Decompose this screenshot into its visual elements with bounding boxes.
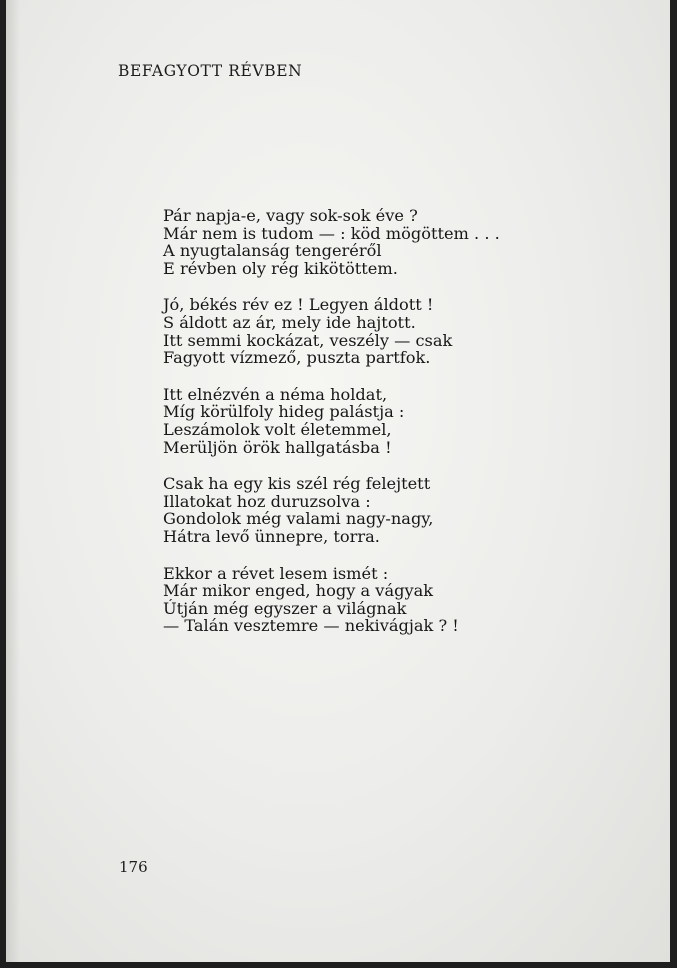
poem-line: Már nem is tudom — : köd mögöttem . . . xyxy=(163,223,500,243)
poem-line: Jó, békés rév ez ! Legyen áldott ! xyxy=(163,295,434,315)
poem-line: S áldott az ár, mely ide hajtott. xyxy=(163,312,416,332)
page-spine-shadow xyxy=(6,0,20,962)
poem-line: E révben oly rég kikötöttem. xyxy=(163,258,398,278)
poem-line: Illatokat hoz duruzsolva : xyxy=(163,491,371,511)
stanza-2 xyxy=(163,296,603,366)
poem-line: Leszámolok volt életemmel, xyxy=(163,419,392,439)
poem-line: — Talán vesztemre — nekivágjak ? ! xyxy=(163,616,459,636)
stanza-5 xyxy=(163,565,603,635)
poem-line: Pár napja-e, vagy sok-sok éve ? xyxy=(163,206,418,225)
poem-line: Gondolok még valami nagy-nagy, xyxy=(163,509,434,529)
poem-line: Merüljön örök hallgatásba ! xyxy=(163,437,392,457)
poem-line: Míg körülfoly hideg palástja : xyxy=(163,402,405,422)
poem-line: Fagyott vízmező, puszta partfok. xyxy=(163,348,431,368)
poem-line: Itt elnézvén a néma holdat, xyxy=(163,384,388,404)
stanza-1 xyxy=(163,207,603,277)
poem-line: Ekkor a révet lesem ismét : xyxy=(163,563,389,583)
page-number: 176 xyxy=(119,858,148,876)
poem-line: Csak ha egy kis szél rég felejtett xyxy=(163,474,431,494)
book-page xyxy=(6,0,670,962)
stanza-4 xyxy=(163,475,603,545)
poem-line: Hátra levő ünnepre, torra. xyxy=(163,526,380,546)
poem-line: Már mikor enged, hogy a vágyak xyxy=(163,581,434,601)
poem-line: Útján még egyszer a világnak xyxy=(163,598,407,618)
poem xyxy=(163,207,603,654)
poem-line: Itt semmi kockázat, veszély — csak xyxy=(163,330,453,350)
stanza-3 xyxy=(163,386,603,456)
running-head: BEFAGYOTT RÉVBEN xyxy=(118,62,303,80)
poem-line: A nyugtalanság tengeréről xyxy=(163,241,382,261)
